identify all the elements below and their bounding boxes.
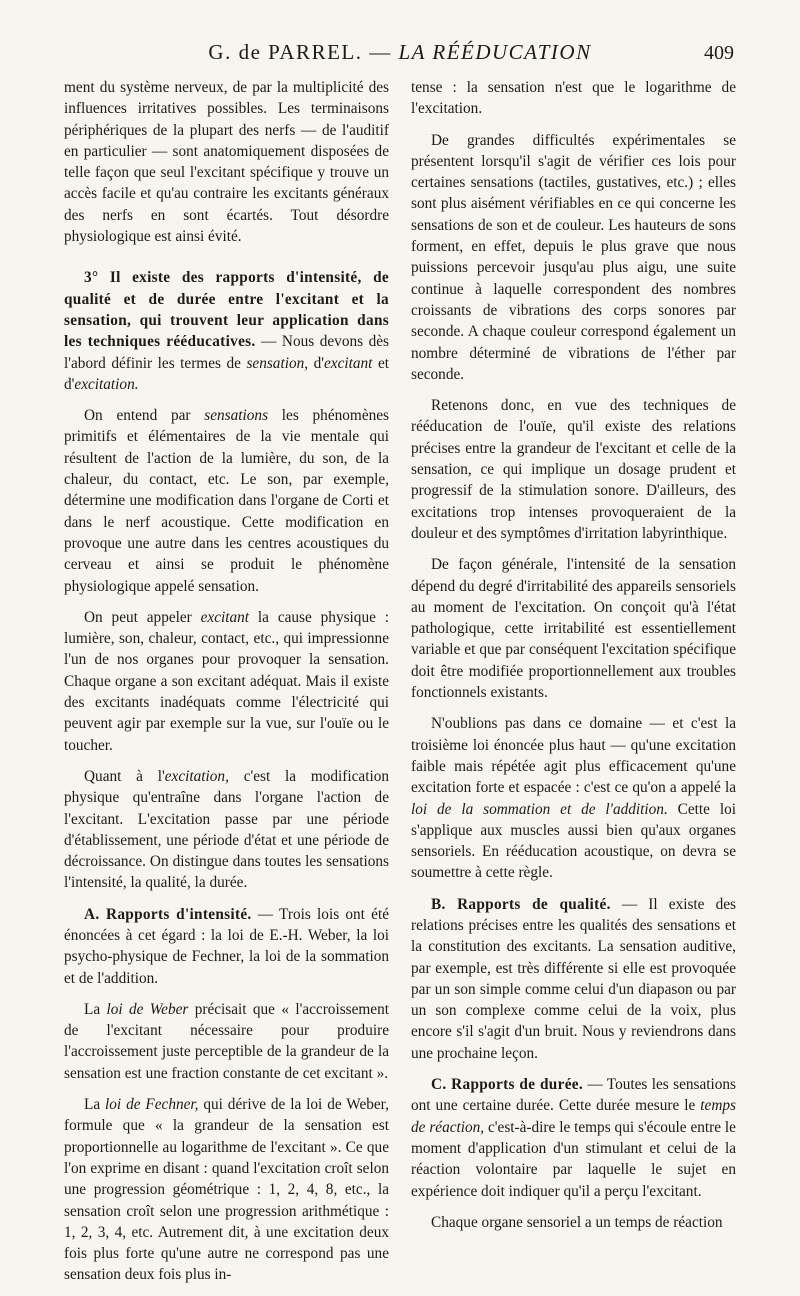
- paragraph-intensity: A. Rapports d'intensité. — Trois lois ont été énoncées à cet égard : la loi de E.-H. Weber, la loi psycho-physique de Fechner, la loi de la sommation et de l'addition.: [64, 905, 389, 987]
- right-column: [411, 77, 736, 1243]
- paragraph-section-3: 3° Il existe des rapports d'intensité, de qualité et de durée entre l'excitant et la sensation, qui trouvent leur application dans les techniques rééducatives. — Nous devons dès l'abord définir les termes de sensation, d'excitant et d'excitation.: [64, 269, 390, 393]
- author-name: G. de PARREL.: [208, 40, 363, 64]
- paragraph: La loi de Weber précisait que « l'accroissement de l'excitant nécessaire pour produire l'accroissement juste perceptible de la grandeur de la sensation est une fraction constante de cet excitant ».: [64, 1000, 389, 1082]
- paragraph: Chaque organe sensoriel a un temps de réaction: [431, 1213, 723, 1231]
- paragraph: tense : la sensation n'est que le logarithme de l'excitation.: [411, 79, 736, 118]
- article-title: LA RÉÉDUCATION: [398, 40, 592, 64]
- paragraph: De façon générale, l'intensité de la sensation dépend du degré d'irritabilité des appareils sensoriels au moment de l'excitation. On conçoit qu'à l'état pathologique, cette irritabilité est essentiellement variable et que par conséquent l'excitation spécifique doit être modifiée proportionnellement aux troubles fonctionnels existants.: [411, 556, 736, 702]
- paragraph: N'oublions pas dans ce domaine — et c'est la troisième loi énoncée plus haut — qu'une excitation faible mais répétée agit plus efficacement qu'une excitation forte et espacée : c'est ce qu'on a appelé la loi de la sommation et de l'addition. Cette loi s'applique aux muscles aussi bien qu'aux organes sensoriels. En rééducation acoustique, on devra se soumettre à cette règle.: [411, 715, 736, 882]
- subsection-heading: B. Rapports de qualité.: [431, 895, 611, 913]
- left-column: [64, 77, 389, 1296]
- subsection-heading: C. Rapports de durée.: [431, 1076, 584, 1094]
- paragraph: Retenons donc, en vue des techniques de rééducation de l'ouïe, qu'il existe des relations précises entre la grandeur de l'excitant et celle de la sensation, ce qui implique un dosage prudent et progressif de la stimulation sonore. D'ailleurs, des excitations trop intenses provoqueraient de la douleur et des symptômes d'irritation labyrinthique.: [411, 397, 736, 542]
- paragraph-quality: B. Rapports de qualité. — Il existe des relations précises entre les qualités des sensations et la constitution des excitants. La sensation auditive, par exemple, est très différente si elle est provoquée par un son simple comme celui d'un diapason ou par un son complexe comme celui de la voix, plus encore s'il s'agit d'un bruit. Nous y reviendrons dans une prochaine leçon.: [411, 895, 736, 1062]
- paragraph: On entend par sensations les phénomènes primitifs et élémentaires de la vie mentale qui résultent de l'action de la lumière, du son, de la chaleur, du contact, etc. Le son, par exemple, détermine une modification dans l'organe de Corti et dans le nerf acoustique. Cette modification en provoque une autre dans les centres acoustiques du cerveau et ainsi se produit le phénomène physiologique appelé sensation.: [64, 407, 389, 595]
- paragraph: De grandes difficultés expérimentales se présentent lorsqu'il s'agit de vérifier ces lois pour certaines sensations (tactiles, gustatives, etc.) ; elles sont plus aisément vérifiables en ce qui concerne les sensations de son et de couleur. Les hauteurs de sons forment, en effet, depuis le plus grave que nous puissions percevoir jusqu'au plus aigu, une suite continue à laquelle correspondent des nombres croissants de vibrations des corps sonores par seconde. A chaque couleur correspond également un nombre déterminé de vibrations de l'éther par seconde.: [411, 131, 736, 383]
- subsection-heading: A. Rapports d'intensité.: [84, 905, 252, 923]
- paragraph: ment du système nerveux, de par la multiplicité des influences irritatives possibles. Les terminaisons périphériques de la plupart des nerfs — de l'auditif en particulier — sont anatomiquement disposées de telle façon que seul l'excitant spécifique y trouve un accès facile et qu'au contraire les excitants généraux des nerfs en sont écartés. Tout désordre physiologique est ainsi évité.: [64, 79, 389, 246]
- page-number: 409: [704, 42, 734, 64]
- paragraph: La loi de Fechner, qui dérive de la loi de Weber, formule que « la grandeur de la sensation est proportionnelle au logarithme de l'excitant ». Ce que l'on exprime en disant : quand l'excitation croît selon une progression géométrique : 1, 2, 4, 8, etc., la sensation croît selon une progression arithmétique : 1, 2, 3, 4, etc. Autrement dit, à une excitation deux fois plus forte qu'une autre ne correspond pas une sensation deux fois plus in-: [64, 1096, 389, 1284]
- header-dash: —: [362, 40, 399, 64]
- running-header: [0, 40, 800, 74]
- running-title: [0, 40, 800, 65]
- paragraph: On peut appeler excitant la cause physique : lumière, son, chaleur, contact, etc., qui impressionne l'un de nos organes pour provoquer la sensation. Chaque organe a son excitant adéquat. Mais il existe des excitants inadéquats comme l'électricité qui peuvent agir par exemple sur la vue, sur l'ouïe ou le toucher.: [64, 608, 390, 754]
- paragraph-duration: C. Rapports de durée. — Toutes les sensations ont une certaine durée. Cette durée mesure le temps de réaction, c'est-à-dire le temps qui s'écoule entre le moment d'application d'un stimulant et celui de la réaction volontaire par laquelle le sujet en expérience doit indiquer qu'il a perçu l'excitant.: [411, 1076, 736, 1200]
- paragraph: Quant à l'excitation, c'est la modification physique qu'entraîne dans l'organe l'action de l'excitant. L'excitation passe par une période d'établissement, une période d'état et une période de décroissance. On distingue dans toutes les sensations l'intensité, la qualité, la durée.: [64, 767, 390, 892]
- section-heading: 3° Il existe des rapports d'intensité, de qualité et de durée entre l'excitant et la sensation, qui trouvent leur application dans les techniques rééducatives.: [64, 269, 389, 351]
